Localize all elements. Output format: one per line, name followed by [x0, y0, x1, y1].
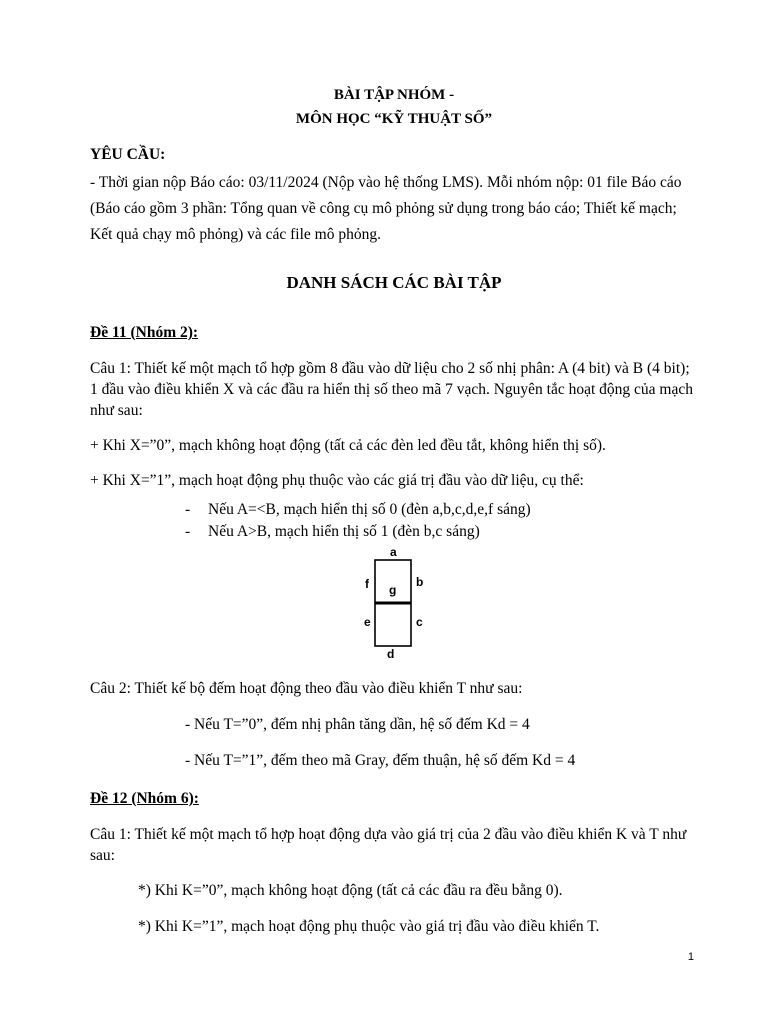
seven-segment-figure [90, 546, 698, 664]
exercise-list-heading: DANH SÁCH CÁC BÀI TẬP [286, 273, 502, 292]
segment-label-a: a [390, 546, 397, 559]
de12-k1-rule: *) Khi K=”1”, mạch hoạt động phụ thuộc vào giá trị đầu vào điều khiển T. [138, 918, 600, 935]
segment-label-d: d [387, 647, 395, 661]
page-number: 1 [687, 951, 694, 963]
de11-cau2: Câu 2: Thiết kế bộ đếm hoạt động theo đầu vào điều khiển T như sau: [90, 680, 523, 697]
de11-cau1: Câu 1: Thiết kế một mạch tổ hợp gồm 8 đầu vào dữ liệu cho 2 số nhị phân: A (4 bit) và B (4 bit); 1 đầu vào điều khiển X và các đầu ra hiển thị số theo mã 7 vạch. Nguyên tắc hoạt động của mạch như sau: [90, 360, 694, 419]
segment-label-f: f [365, 577, 369, 591]
de11-bullet-list [185, 499, 698, 543]
title-line-2: MÔN HỌC “KỸ THUẬT SỐ” [295, 111, 493, 127]
de11-t1-rule: - Nếu T=”1”, đếm theo mã Gray, đếm thuận, hệ số đếm Kd = 4 [185, 752, 576, 769]
segment-label-c: c [416, 615, 423, 629]
de12-cau1: Câu 1: Thiết kế một mạch tổ hợp hoạt động dựa vào giá trị của 2 đầu vào điều khiển K và T như sau: [90, 826, 687, 864]
de12-k0-rule: *) Khi K=”0”, mạch không hoạt động (tất cả các đầu ra đều bằng 0). [138, 882, 563, 899]
bullet-text: Nếu A>B, mạch hiển thị số 1 (đèn b,c sáng) [208, 523, 480, 540]
bullet-text: Nếu A=<B, mạch hiển thị số 0 (đèn a,b,c,d,e,f sáng) [208, 501, 531, 518]
de11-heading: Đề 11 (Nhóm 2): [90, 324, 199, 341]
segment-label-e: e [364, 615, 371, 629]
seven-segment-diagram [360, 546, 440, 664]
segment-label-g: g [389, 583, 397, 597]
requirements-text: - Thời gian nộp Báo cáo: 03/11/2024 (Nộp vào hệ thống LMS). Mỗi nhóm nộp: 01 file Báo cáo (Báo cáo gồm 3 phần: Tổng quan về công cụ mô phỏng sử dụng trong báo cáo; Thiết kế mạch; Kết quả chạy mô phỏng) và các file mô phỏng. [90, 174, 682, 243]
de11-x1-rule: + Khi X=”1”, mạch hoạt động phụ thuộc vào các giá trị đầu vào dữ liệu, cụ thể: [90, 472, 584, 489]
segment-label-b: b [416, 575, 424, 589]
de12-heading: Đề 12 (Nhóm 6): [90, 790, 199, 807]
de11-x0-rule: + Khi X=”0”, mạch không hoạt động (tất cả các đèn led đều tắt, không hiển thị số). [90, 437, 606, 454]
bullet-dash: - [185, 501, 191, 518]
document-page [90, 84, 698, 938]
list-item [185, 499, 698, 521]
list-item [185, 521, 698, 543]
de11-t0-rule: - Nếu T=”0”, đếm nhị phân tăng dần, hệ số đếm Kd = 4 [185, 716, 530, 733]
bullet-dash: - [185, 523, 191, 540]
requirements-heading: YÊU CẦU: [90, 146, 166, 163]
title-line-1: BÀI TẬP NHÓM - [333, 87, 455, 103]
